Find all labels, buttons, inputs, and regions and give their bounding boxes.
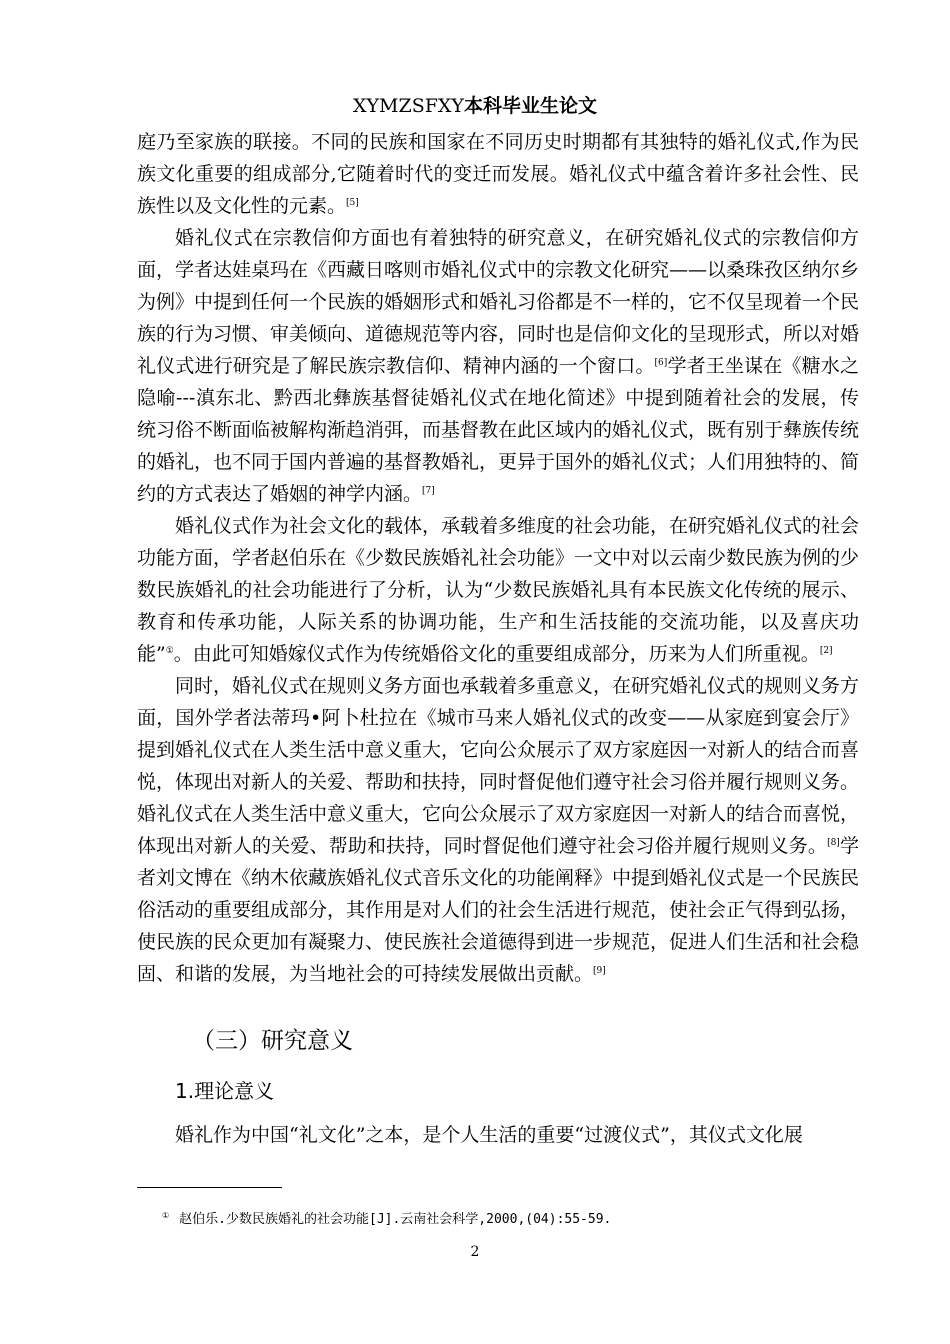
paragraph-2-text-b: 学者王坐谋在《糖水之隐喻---滇东北、黔西北彝族基督徒婚礼仪式在地化简述》中提到随着社会的发展，传统习俗不断面临被解构渐趋消弭，而基督教在此区域内的婚礼仪式，既有别于彝族传统的婚礼，也不同于国内普遍的基督教婚礼，更异于国外的婚礼仪式；人们用独特的、简约的方式表达了婚姻的神学内涵。 xyxy=(137,355,860,505)
subsection-heading: 1.理论意义 xyxy=(175,1079,275,1103)
citation-ref: [7] xyxy=(422,486,435,496)
paragraph-4-text-b: 学者刘文博在《纳木依藏族婚礼仪式音乐文化的功能阐释》中提到婚礼仪式是一个民族民俗活动的重要组成部分，其作用是对人们的社会生活进行规范，使社会正气得到弘扬，使民族的民众更加有凝聚力、使民族社会道德得到进一步规范，促进人们生活和社会稳固、和谐的发展，为当地社会的可持续发展做出贡献。 xyxy=(137,835,860,985)
footnote xyxy=(162,1207,611,1229)
footnote-ref: ① xyxy=(165,646,174,656)
footnote-mark: ① xyxy=(162,1211,170,1220)
citation-ref: [6] xyxy=(654,358,668,368)
section-heading: （三）研究意义 xyxy=(192,1028,353,1054)
header-title: 本科毕业生论文 xyxy=(463,95,597,117)
citation-ref: [8] xyxy=(827,838,840,848)
paragraph-2-text-a: 婚礼仪式在宗教信仰方面也有着独特的研究意义，在研究婚礼仪式的宗教信仰方面，学者达娃桌玛在《西藏日喀则市婚礼仪式中的宗教文化研究——以桑珠孜区纳尔乡为例》中提到任何一个民族的婚姻形式和婚礼习俗都是不一样的，它不仅呈现着一个民族的行为习惯、审美倾向、道德规范等内容，同时也是信仰文化的呈现形式，所以对婚礼仪式进行研究是了解民族宗教信仰、精神内涵的一个窗口。 xyxy=(137,227,860,377)
footnote-text: 赵伯乐.少数民族婚礼的社会功能[J].云南社会科学,2000,(04):55-59. xyxy=(179,1212,612,1227)
page-number: 2 xyxy=(470,1244,480,1260)
paragraph-4-text-a: 同时，婚礼仪式在规则义务方面也承载着多重意义，在研究婚礼仪式的规则义务方面，国外学者法蒂玛•阿卜杜拉在《城市马来人婚礼仪式的改变——从家庭到宴会厅》提到婚礼仪式在人类生活中意义重大，它向公众展示了双方家庭因一对新人的结合而喜悦，体现出对新人的关爱、帮助和扶持，同时督促他们遵守社会习俗并履行规则义务。婚礼仪式在人类生活中意义重大，它向公众展示了双方家庭因一对新人的结合而喜悦，体现出对新人的关爱、帮助和扶持，同时督促他们遵守社会习俗并履行规则义务。 xyxy=(137,675,860,857)
paragraph-1-text: 庭乃至家族的联接。不同的民族和国家在不同历史时期都有其独特的婚礼仪式,作为民族文化重要的组成部分,它随着时代的变迁而发展。婚礼仪式中蕴含着许多社会性、民族性以及文化性的元素。 xyxy=(137,131,859,217)
paragraph-2 xyxy=(137,222,859,510)
paragraph-3-text-b: 。由此可知婚嫁仪式作为传统婚俗文化的重要组成部分，历来为人们所重视。 xyxy=(173,643,820,665)
header-code: XYMZSFXY xyxy=(352,95,464,117)
paragraph-5: 婚礼作为中国“礼文化”之本，是个人生活的重要“过渡仪式”，其仪式文化展 xyxy=(175,1124,803,1146)
citation-ref: [5] xyxy=(346,198,359,208)
paragraph-1 xyxy=(137,126,859,222)
citation-ref: [9] xyxy=(593,966,606,976)
body-text xyxy=(137,126,859,990)
paragraph-3 xyxy=(137,510,859,670)
running-header xyxy=(0,93,950,119)
paragraph-3-text-a: 婚礼仪式作为社会文化的载体，承载着多维度的社会功能，在研究婚礼仪式的社会功能方面，学者赵伯乐在《少数民族婚礼社会功能》一文中对以云南少数民族为例的少数民族婚礼的社会功能进行了分析，认为“少数民族婚礼具有本民族文化传统的展示、教育和传承功能，人际关系的协调功能，生产和生活技能的交流功能，以及喜庆功能” xyxy=(137,515,860,665)
citation-ref: [2] xyxy=(819,646,833,656)
paragraph-4 xyxy=(137,670,859,990)
footnote-divider xyxy=(137,1187,282,1188)
